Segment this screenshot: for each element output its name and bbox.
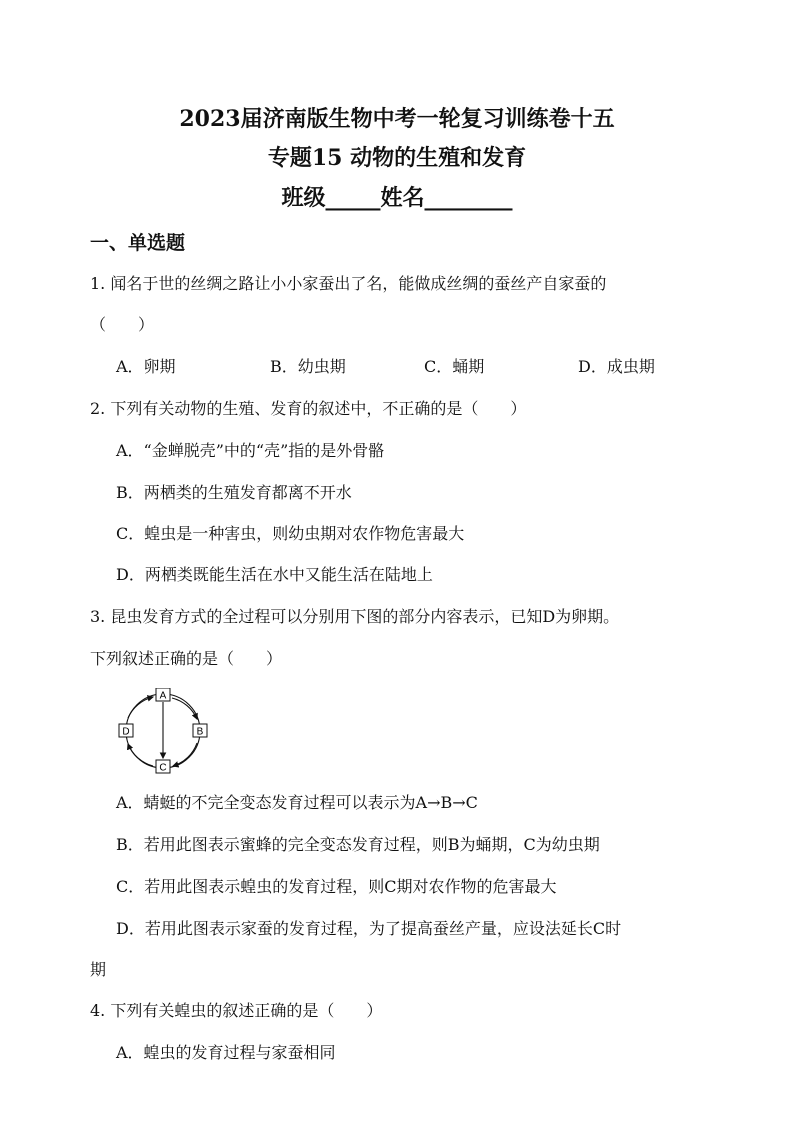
arrow-c-to-d [128, 744, 153, 766]
q1-option-d: D．成虫期 [578, 357, 655, 376]
q4-stem: 4. 下列有关蝗虫的叙述正确的是（ ） [90, 1001, 383, 1020]
insect-lifecycle-diagram [116, 688, 210, 774]
q1-stem-line2: （ ） [90, 315, 155, 334]
q1-option-b: B．幼虫期 [270, 357, 346, 376]
arrow-d-to-a [128, 697, 153, 718]
q1-option-c: C．蛹期 [424, 357, 485, 376]
q3-option-d-continued: 期 [90, 960, 107, 979]
q3-option-a: A．蜻蜓的不完全变态发育过程可以表示为A→B→C [116, 793, 478, 812]
q1-option-a: A．卵期 [116, 357, 176, 376]
node-d-label: D [122, 726, 130, 738]
q3-stem-line2: 下列叙述正确的是（ ） [90, 649, 283, 668]
q1-options [116, 356, 732, 378]
q2-stem: 2. 下列有关动物的生殖、发育的叙述中，不正确的是（ ） [90, 399, 527, 418]
q3-option-b: B．若用此图表示蜜蜂的完全变态发育过程，则B为蛹期，C为幼虫期 [116, 835, 600, 854]
q3-option-d: D．若用此图表示家蚕的发育过程，为了提高蚕丝产量，应设法延长C时 [116, 919, 622, 938]
class-name-line: 班级_____姓名________ [281, 185, 513, 211]
q2-option-d: D．两栖类既能生活在水中又能生活在陆地上 [116, 565, 433, 584]
q2-option-c: C．蝗虫是一种害虫，则幼虫期对农作物危害最大 [116, 524, 465, 543]
q2-option-a: A．“金蝉脱壳”中的“壳”指的是外骨骼 [116, 441, 385, 460]
exam-title: 2023届济南版生物中考一轮复习训练卷十五 [179, 106, 615, 132]
q3-option-c: C．若用此图表示蝗虫的发育过程，则C期对农作物的危害最大 [116, 877, 557, 896]
q3-stem-line1: 3. 昆虫发育方式的全过程可以分别用下图的部分内容表示，已知D为卵期。 [90, 607, 620, 626]
q4-option-a: A．蝗虫的发育过程与家蚕相同 [116, 1043, 336, 1062]
q2-option-b: B．两栖类的生殖发育都离不开水 [116, 483, 352, 502]
title-block [0, 100, 794, 218]
exam-subtitle: 专题15 动物的生殖和发育 [267, 145, 527, 171]
q1-stem-line1: 1. 闻名于世的丝绸之路让小小家蚕出了名，能做成丝绸的蚕丝产自家蚕的 [90, 274, 607, 293]
node-a-label: A [159, 690, 167, 702]
section-title: 一、单选题 [90, 232, 186, 254]
arrow-b-to-c [173, 743, 197, 766]
node-c-label: C [159, 762, 167, 774]
node-b-label: B [196, 726, 204, 738]
